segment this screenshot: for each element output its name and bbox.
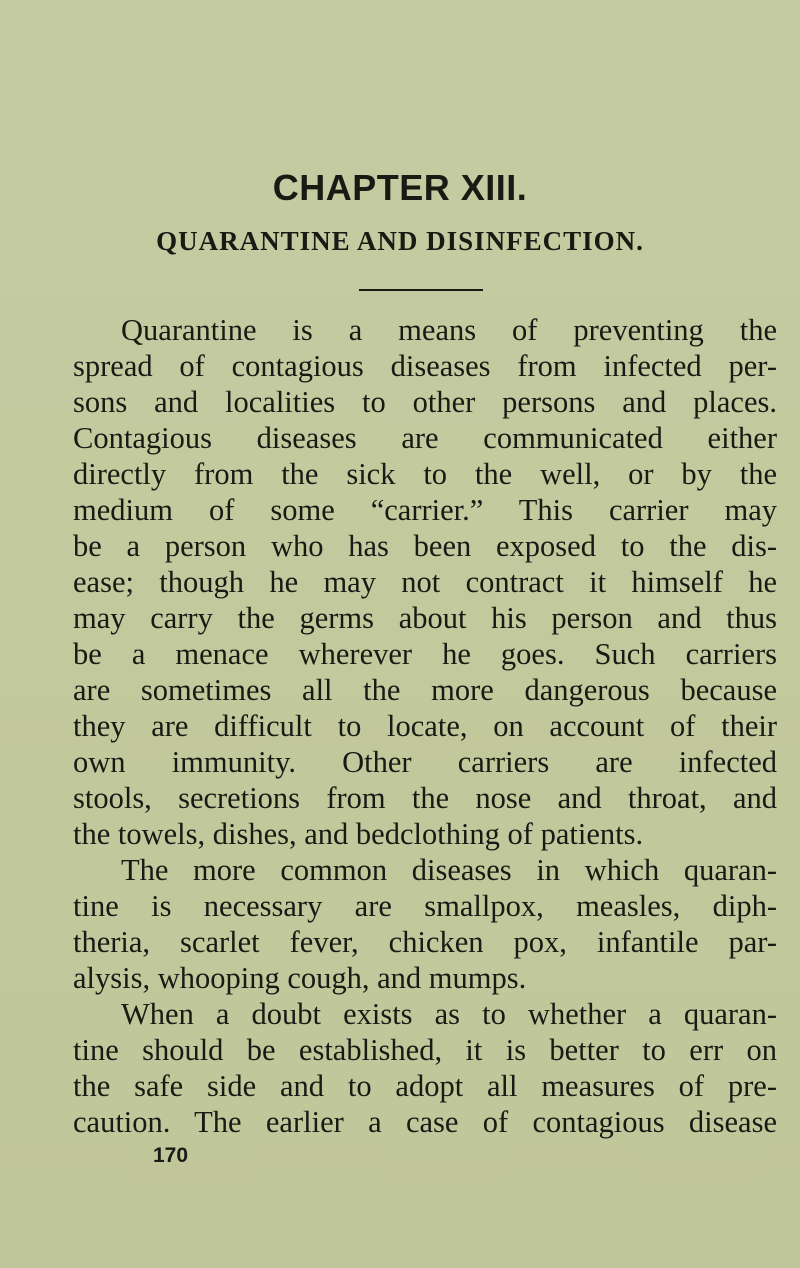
text-line: medium of some “carrier.” This carrier may	[73, 493, 777, 527]
text-line: When a doubt exists as to whether a quaran-	[121, 997, 777, 1031]
text-line: caution. The earlier a case of contagious disease	[73, 1105, 777, 1139]
text-line: they are difficult to locate, on account of their	[73, 709, 777, 743]
chapter-number: CHAPTER XIII.	[272, 167, 528, 208]
text-line: tine is necessary are smallpox, measles, diph-	[73, 889, 777, 923]
text-line: alysis, whooping cough, and mumps.	[73, 961, 527, 995]
text-line: own immunity. Other carriers are infected	[73, 745, 777, 779]
paragraph-1	[73, 312, 777, 852]
text-line: be a person who has been exposed to the dis-	[73, 529, 777, 563]
text-line: tine should be established, it is better to err on	[73, 1033, 777, 1067]
text-line: may carry the germs about his person and thus	[73, 601, 777, 635]
text-line: directly from the sick to the well, or by the	[73, 457, 777, 491]
text-line: Contagious diseases are communicated either	[73, 421, 777, 455]
text-line: the safe side and to adopt all measures of pre-	[73, 1069, 777, 1103]
text-line: The more common diseases in which quaran-	[121, 853, 777, 887]
paragraph-2	[73, 852, 777, 996]
text-line: the towels, dishes, and bedclothing of patients.	[73, 817, 644, 851]
text-line: are sometimes all the more dangerous because	[73, 673, 777, 707]
page-number: 170	[153, 1144, 189, 1167]
title-rule	[359, 289, 483, 291]
text-line: spread of contagious diseases from infected per-	[73, 349, 777, 383]
text-line: sons and localities to other persons and places.	[73, 385, 777, 419]
text-line: ease; though he may not contract it himself he	[73, 565, 777, 599]
body-text	[73, 312, 777, 1140]
text-line: be a menace wherever he goes. Such carriers	[73, 637, 777, 671]
paragraph-3	[73, 996, 777, 1140]
text-line: theria, scarlet fever, chicken pox, infantile par-	[73, 925, 777, 959]
text-line: Quarantine is a means of preventing the	[121, 313, 777, 347]
text-line: stools, secretions from the nose and throat, and	[73, 781, 777, 815]
chapter-title: QUARANTINE AND DISINFECTION.	[156, 226, 644, 256]
